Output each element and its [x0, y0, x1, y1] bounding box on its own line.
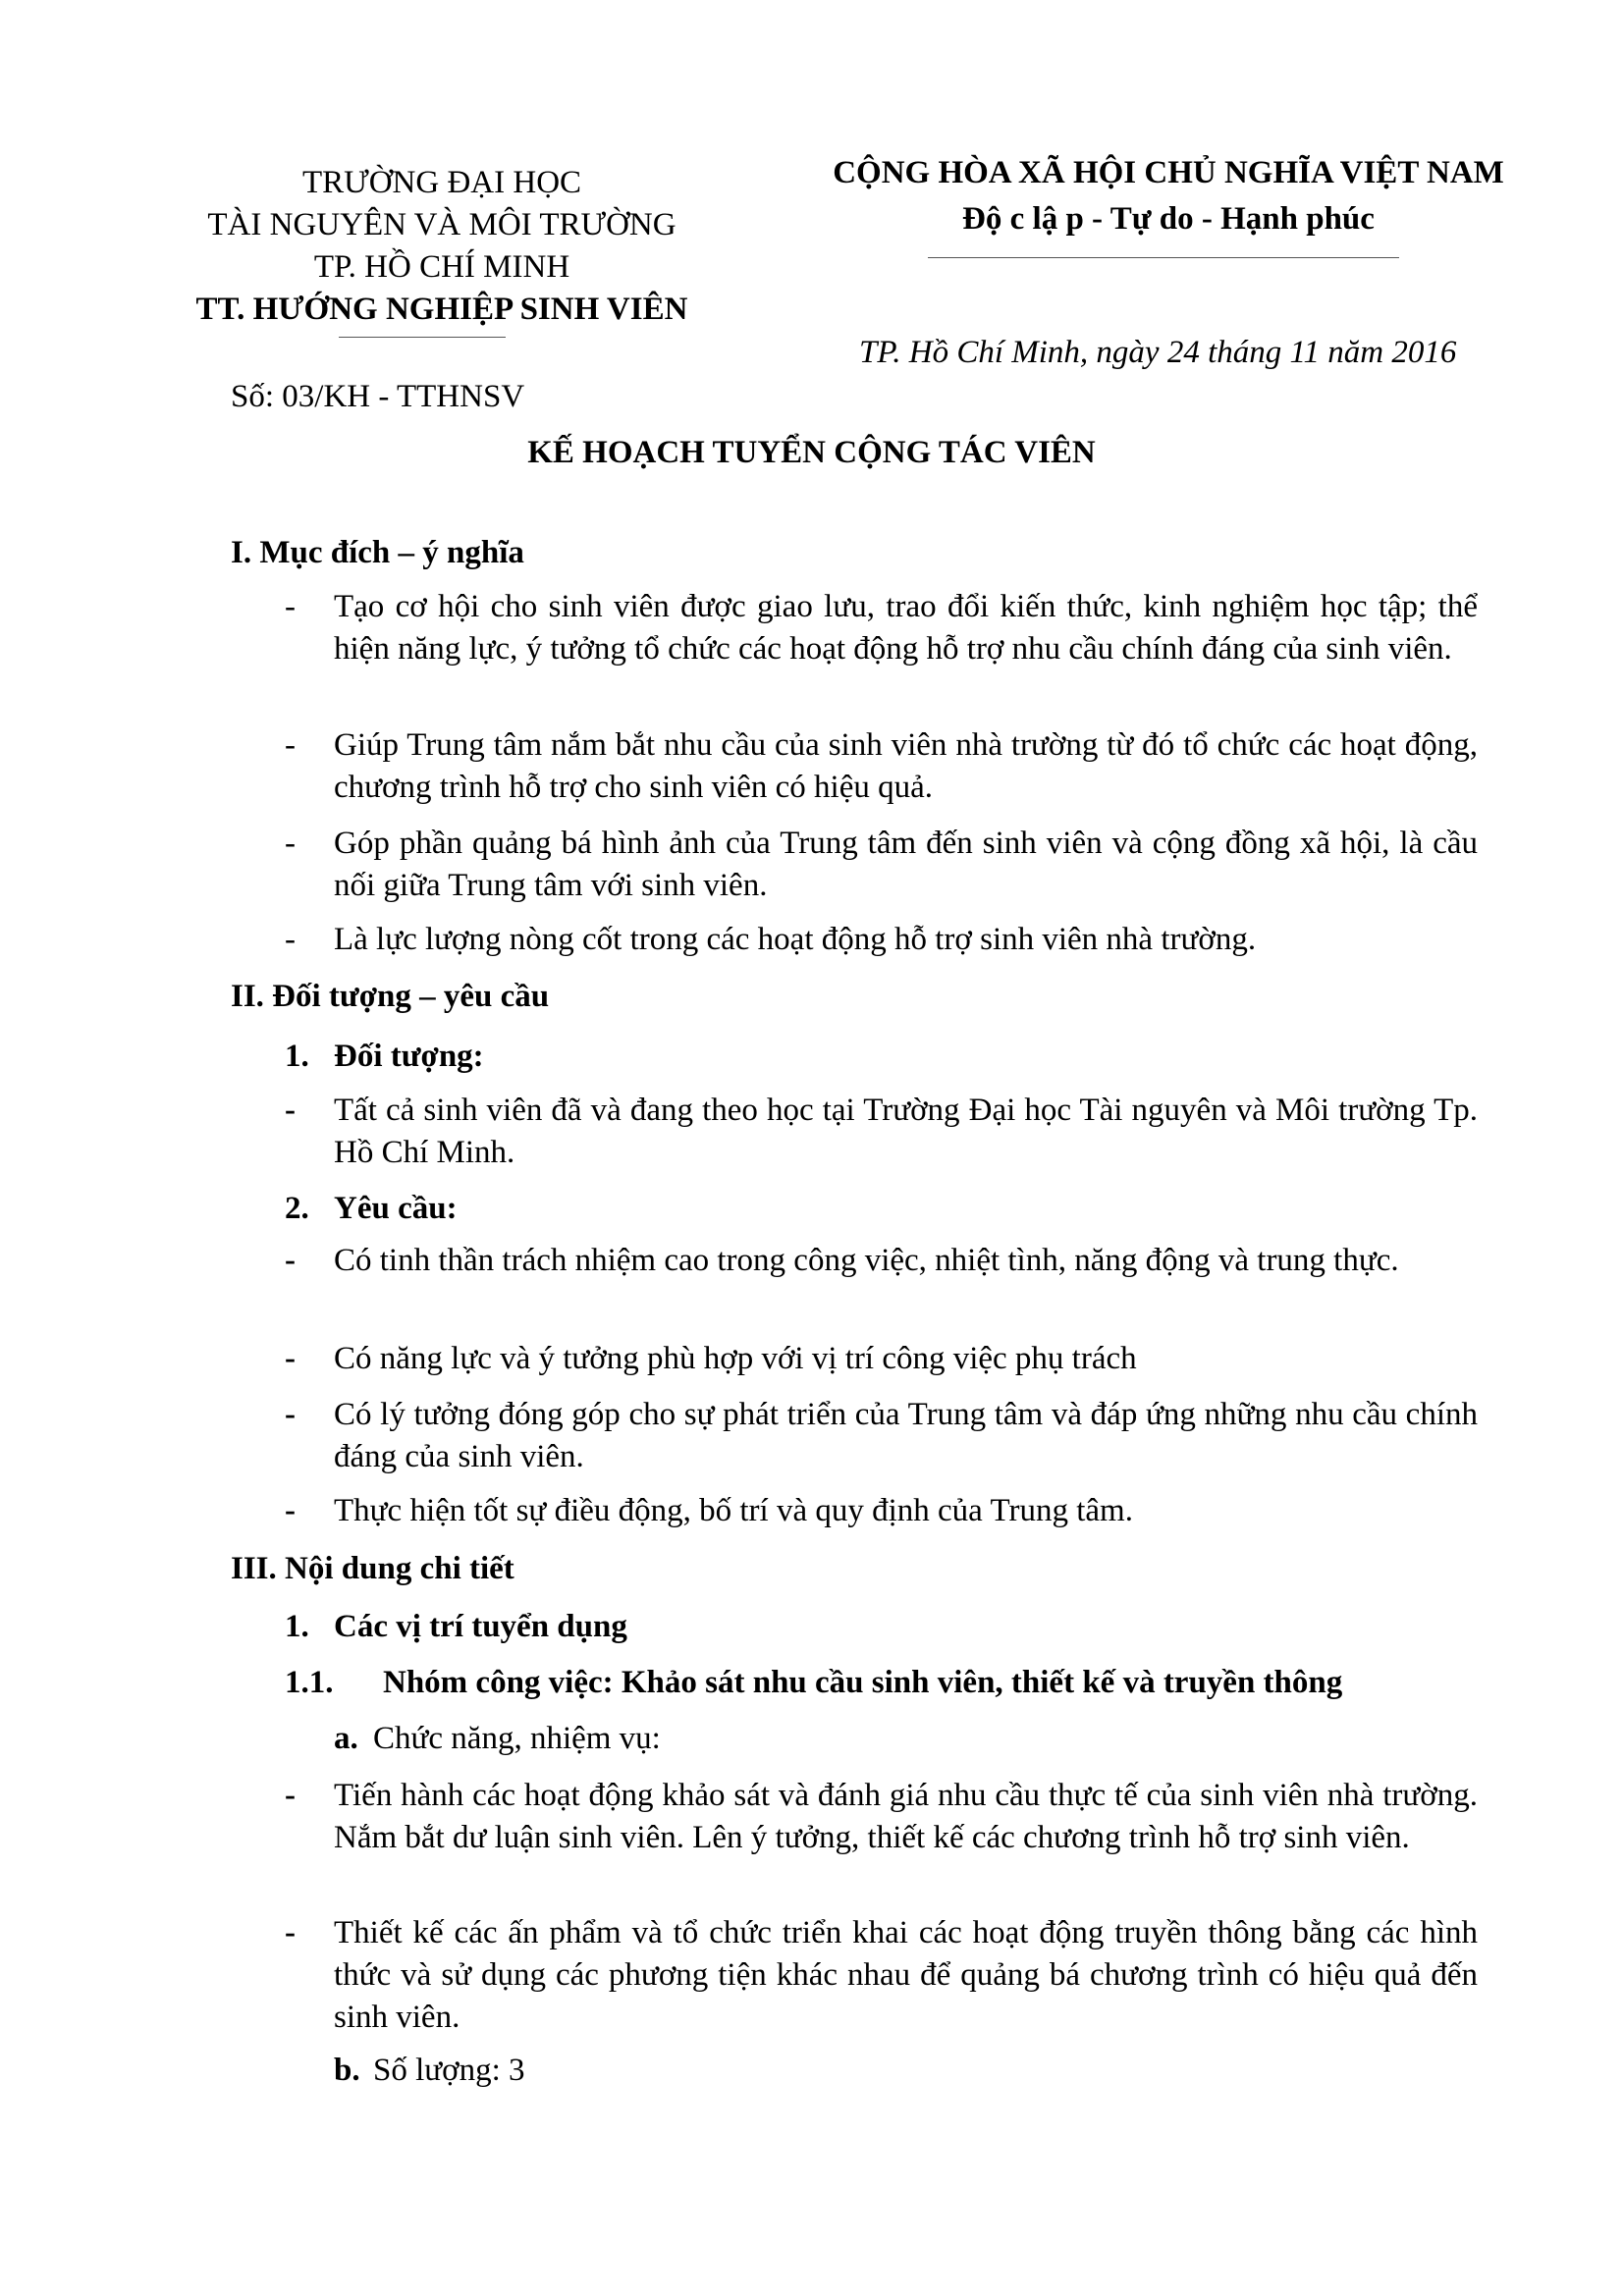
date-line: TP. Hồ Chí Minh, ngày 24 tháng 11 năm 2016	[859, 335, 1457, 370]
issuer-university-name: TÀI NGUYÊN VÀ MÔI TRƯỜNG	[207, 207, 676, 242]
section-3-heading: III. Nội dung chi tiết	[231, 1551, 514, 1586]
subsection-heading: 1. Các vị trí tuyển dụng	[285, 1609, 627, 1644]
item-a: a. Chức năng, nhiệm vụ:	[334, 1721, 661, 1756]
national-motto-block	[776, 152, 1561, 240]
issuer-city: TP. HỒ CHÍ MINH	[313, 249, 570, 285]
issuer-university: TRƯỜNG ĐẠI HỌC	[301, 165, 582, 200]
document-title: KẾ HOẠCH TUYỂN CỘNG TÁC VIÊN	[527, 435, 1096, 470]
subsection-heading: 2. Yêu cầu:	[285, 1191, 458, 1226]
subsection-heading: 1.1. Nhóm công việc: Khảo sát nhu cầu sinh viên, thiết kế và truyền thông	[285, 1665, 1343, 1700]
country-name: CỘNG HÒA XÃ HỘI CHỦ NGHĨA VIỆT NAM	[833, 155, 1504, 190]
national-motto: Độ c lậ p - Tự do - Hạnh phúc	[962, 201, 1375, 237]
motto-underline	[928, 257, 1399, 258]
section-1-heading: I. Mục đích – ý nghĩa	[231, 535, 524, 570]
subsection-heading: 1. Đối tượng:	[285, 1039, 484, 1074]
issuer-block	[167, 162, 717, 331]
document-number: Số: 03/KH - TTHNSV	[231, 379, 525, 414]
item-b: b. Số lượng: 3	[334, 2053, 525, 2088]
section-2-heading: II. Đối tượng – yêu cầu	[231, 979, 550, 1014]
issuer-center: TT. HƯỚNG NGHIỆP SINH VIÊN	[195, 292, 688, 327]
issuer-underline	[339, 337, 506, 338]
